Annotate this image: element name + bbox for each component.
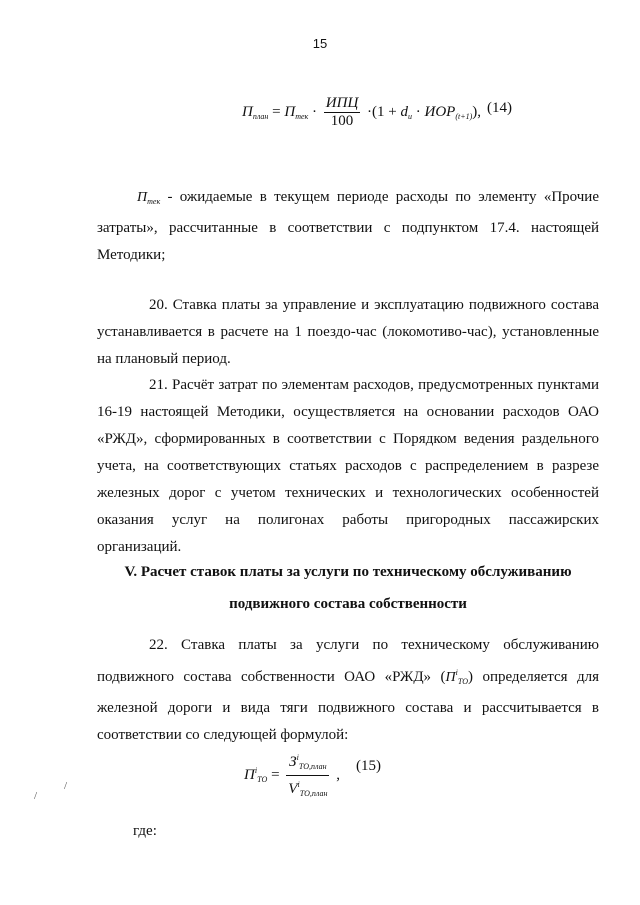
section-heading-line-1: V. Расчет ставок платы за услуги по техническому обслуживанию: [124, 564, 572, 580]
formula-14: $П_{план} = П_{тек}$ · $\frac{\text{ИПЦ}}{100}$ $\cdot(1 + d_и \cdot ИОР_{(t+1)})$,: [242, 95, 482, 129]
paragraph-22: 22. Ставка платы за услуги по техническому обслуживанию подвижного состава собственности ОАО «РЖД» $(П^i_{ТО})$ определяется для железной дороги и вида тяги подвижного состава и рассчитывается в соответствии со следующей формулой:: [97, 637, 599, 743]
scan-mark: /: [34, 790, 38, 802]
page-number: 15: [312, 36, 328, 51]
formula-14-fraction: $\frac{\text{ИПЦ}}{100}$: [325, 95, 359, 129]
definition-p-tek: $П_{тек}$ - ожидаемые в текущем периоде расходы по элементу «Прочие затраты», рассчитанные в соответствии с подпунктом 17.4. настоящей Методики;: [97, 189, 599, 263]
section-heading: [97, 556, 599, 620]
scan-mark: /: [64, 780, 68, 792]
p-to-symbol: $П^i_{ТО}$: [445, 668, 469, 686]
section-heading-line-2: подвижного состава собственности: [229, 596, 467, 612]
p-tek-symbol: $П_{тек}$: [137, 190, 161, 206]
paragraph-20: 20. Ставка платы за управление и эксплуатацию подвижного состава устанавливается в расчете на 1 поездо-час (локомотиво-час), установленные на плановый период.: [97, 297, 599, 367]
equation-number-15: (15): [356, 758, 381, 774]
paragraph-21: 21. Расчёт затрат по элементам расходов, предусмотренных пунктами 16-19 настоящей Методики, осуществляется на основании расходов ОАО «РЖД», сформированных в соответствии с Порядком ведения раздельного учета, на соответствующих статьях расходов с распределением в разрезе железных дорог с учетом технических и технологических особенностей оказания услуг на полигонах работы пригородных пассажирских организаций.: [97, 377, 599, 555]
formula-15-fraction: $\frac{З^i_{ТО,план}}{V^i_{ТО,план}}$: [286, 750, 329, 801]
equation-number-14: (14): [487, 100, 512, 116]
formula-15: $П^i_{ТО}$ = $\frac{З^i_{ТО,план}}{V^i_{ТО,план}}$ ,: [244, 750, 340, 801]
where-label: где:: [133, 823, 157, 839]
